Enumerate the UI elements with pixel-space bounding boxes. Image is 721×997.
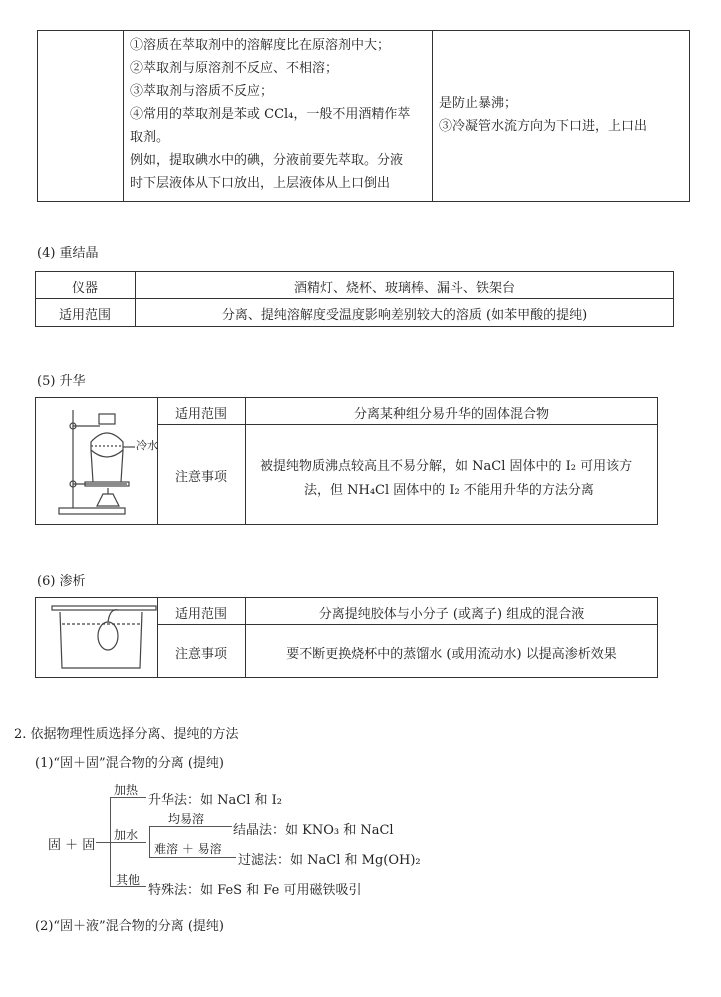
row-value: 酒精灯、烧杯、玻璃棒、漏斗、铁架台 <box>293 281 515 296</box>
branch-label: 难溶 ＋ 易溶 <box>154 842 222 856</box>
note-line: 是防止暴沸； <box>439 96 518 111</box>
branch-label: 加热 <box>114 783 139 797</box>
section-title: 2. 依据物理性质选择分离、提纯的方法 <box>14 727 239 742</box>
branch-result: 升华法：如 NaCl 和 I₂ <box>148 793 282 808</box>
note-line: 时下层液体从下口放出，上层液体从上口倒出 <box>130 176 391 191</box>
row-value: 分离某种组分易升华的固体混合物 <box>353 407 549 422</box>
subsection-heading: (1)“固＋固”混合物的分离 (提纯) <box>35 756 224 771</box>
row-label: 适用范围 <box>174 407 227 422</box>
section-heading: (5) 升华 <box>37 374 86 389</box>
branch-result: 过滤法：如 NaCl 和 Mg(OH)₂ <box>238 853 421 868</box>
note-line: ③萃取剂与溶质不反应； <box>130 84 274 99</box>
dialysis-apparatus-figure <box>50 600 158 675</box>
row-label: 注意事项 <box>174 470 227 485</box>
row-label: 仪器 <box>71 281 98 296</box>
branch-label: 均易溶 <box>168 812 205 826</box>
note-line: ④常用的萃取剂是苯或 CCl₄，一般不用酒精作萃 <box>130 107 411 122</box>
branch-label: 其他 <box>116 873 141 887</box>
row-value: 法，但 NH₄Cl 固体中的 I₂ 不能用升华的方法分离 <box>304 483 594 498</box>
note-line: ②萃取剂与原溶剂不反应、不相溶； <box>130 61 339 76</box>
distillation-notes <box>439 92 647 138</box>
row-label: 适用范围 <box>174 607 227 622</box>
row-value: 被提纯物质沸点较高且不易分解，如 NaCl 固体中的 I₂ 可用该方 <box>260 459 633 474</box>
row-label: 注意事项 <box>174 647 227 662</box>
row-value: 分离、提纯溶解度受温度影响差别较大的溶质 (如苯甲酸的提纯) <box>221 308 588 323</box>
note-line: 取剂。 <box>130 130 170 145</box>
row-value: 要不断更换烧杯中的蒸馏水 (或用流动水) 以提高渗析效果 <box>286 647 617 662</box>
branch-result: 特殊法：如 FeS 和 Fe 可用磁铁吸引 <box>148 883 362 898</box>
section-heading: (4) 重结晶 <box>37 246 99 261</box>
section-heading: (6) 渗析 <box>37 574 86 589</box>
extraction-notes <box>130 34 410 195</box>
note-line: ③冷凝管水流方向为下口进，上口出 <box>439 119 648 134</box>
branch-label: 加水 <box>114 828 139 842</box>
tree-root: 固 ＋ 固 <box>48 838 96 853</box>
row-label: 适用范围 <box>58 308 111 323</box>
branch-result: 结晶法：如 KNO₃ 和 NaCl <box>233 823 394 838</box>
sublimation-apparatus-figure <box>55 402 155 520</box>
figure-label: 冷水 <box>136 439 158 452</box>
note-line: ①溶质在萃取剂中的溶解度比在原溶剂中大； <box>130 38 391 53</box>
row-value: 分离提纯胶体与小分子 (或离子) 组成的混合液 <box>318 607 585 622</box>
note-line: 例如，提取碘水中的碘，分液前要先萃取。分液 <box>130 153 404 168</box>
subsection-heading: (2)“固＋液”混合物的分离 (提纯) <box>35 919 224 934</box>
